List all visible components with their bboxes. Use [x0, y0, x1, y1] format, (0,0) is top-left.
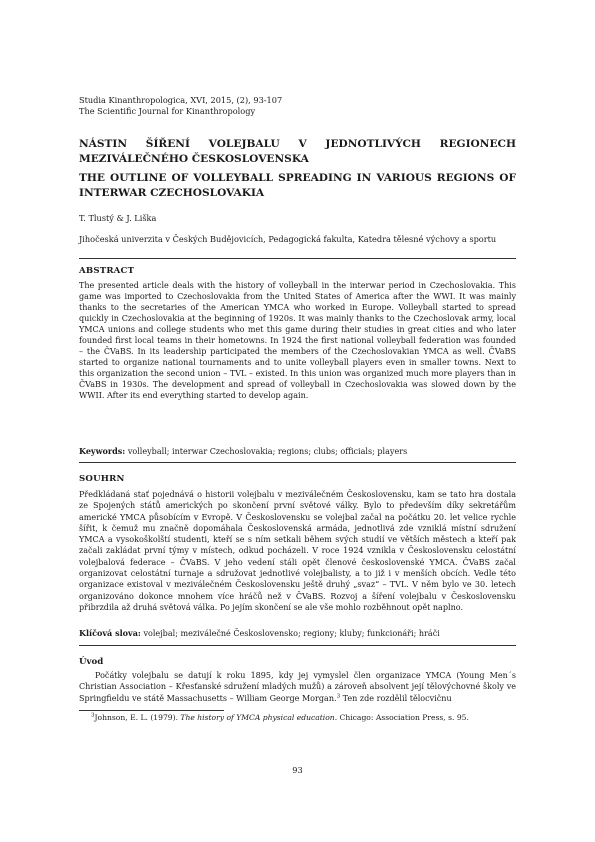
- footnote-title: The history of YMCA physical education: [180, 713, 335, 722]
- journal-subtitle: The Scientific Journal for Kinanthropology: [79, 106, 256, 116]
- footnote-number: 3: [91, 712, 95, 719]
- keywords-label: Keywords:: [79, 446, 126, 456]
- uvod-text-a: Počátky volejbalu se datují k roku 1895, kdy jej vymyslel člen organizace YMCA (Young Men´s Christian Association – Křesťanské sdružení mladých mužů) a zároveň absolvent její tělovýchovné školy ve Springfieldu ve státě Massachusetts – William George Morgan.: [79, 671, 516, 703]
- title-english: THE OUTLINE OF VOLLEYBALL SPREADING IN VARIOUS REGIONS OF INTERWAR CZECHOSLOVAKIA: [79, 172, 516, 199]
- keywords-text: volleyball; interwar Czechoslovakia; regions; clubs; officials; players: [125, 447, 408, 456]
- footnote-pre: Johnson, E. L. (1979).: [94, 713, 181, 722]
- page-number: 93: [292, 765, 303, 775]
- klicova-slova: [79, 628, 516, 638]
- footnote-post: . Chicago: Association Press, s. 95.: [334, 713, 469, 722]
- uvod-text: [79, 670, 516, 704]
- footnote-ref: 3: [336, 692, 341, 699]
- klicova-label: Klíčová slova:: [79, 628, 141, 638]
- affiliation: Jihočeská univerzita v Českých Budějovicích, Pedagogická fakulta, Katedra tělesné výchovy a sportu: [79, 234, 497, 244]
- keywords: [79, 446, 516, 456]
- footnote-rule: [79, 710, 224, 711]
- section-divider: [79, 462, 516, 463]
- uvod-text-b: Ten zde rozdělil tělocvičnu: [340, 693, 452, 703]
- klicova-text: volejbal; meziválečné Československo; regiony; kluby; funkcionáři; hráči: [140, 629, 440, 638]
- section-divider: [79, 258, 516, 259]
- abstract-heading: ABSTRACT: [79, 266, 135, 276]
- souhrn-text: Předkládaná stať pojednává o historii volejbalu v meziválečném Československu, kam se tato hra dostala ze Spojených států amerických po skončení první světové války. Bylo to především díky sekretářům americké YMCA působícím v Evropě. V Československu se volejbal začal na počátku 20. let velice rychle šířit, k čemuž mu značně dopomáhala Československá armáda, jednotlivá zde vzniklá místní sdružení YMCA a vysokoškolští studenti, kteří se s ním setkali během svých studií ve větších městech a kteří pak začali zakládat první týmy v místech, odkud pocházeli. V roce 1924 vznikla v Československu celostátní volejbalová federace – ČVaBS. V jeho vedení stáli opět členové československé YMCA. ČVaBS začal organizovat celostátní turnaje a sdružovat jednotlivé volejbalisty, a to již i v menších obcích. Vedle této organizace existoval v meziválečném Československu ještě druhý „svaz“ – TVL. V něm bylo ve 30. letech organizováno dokonce mnohem více hráčů než v ČVaBS. Rozvoj a šíření volejbalu v Československu přibrzdila až druhá světová válka. Po jejím skončení se ale vše mohlo rozběhnout opět naplno.: [79, 490, 516, 612]
- authors: T. Tlustý & J. Liška: [79, 213, 157, 223]
- uvod-heading: Úvod: [79, 657, 104, 667]
- section-divider: [79, 645, 516, 646]
- journal-header: [79, 95, 516, 117]
- souhrn-heading: SOUHRN: [79, 474, 125, 484]
- journal-citation: Studia Kinanthropologica, XVI, 2015, (2), 93-107: [79, 95, 283, 105]
- title-czech: NÁSTIN ŠÍŘENÍ VOLEJBALU V JEDNOTLIVÝCH REGIONECH MEZIVÁLEČNÉHO ČESKOSLOVENSKA: [79, 138, 516, 165]
- abstract-text: The presented article deals with the history of volleyball in the interwar period in Czechoslovakia. This game was imported to Czechoslovakia from the United States of America after the WWI. It was mainly thanks to the secretaries of the American YMCA who worked in Europe. Volleyball started to spread quickly in Czechoslovakia at the beginning of 1920s. It was mainly thanks to the Czechoslovak army, local YMCA unions and college students who met this game during their studies in great cities and who later founded first local teams in their hometowns. In 1924 the first national volleyball federation was founded – the ČVaBS. In its leadership participated the members of the Czechoslovakian YMCA as well. ČVaBS started to organize national tournaments and to unite volleyball players even in smaller towns. Next to this organization the second union – TVL – existed. In this union was organized much more players than in ČVaBS in 1930s. The development and spread of volleyball in Czechoslovakia was slowed down by the WWII. After its end everything started to develop again.: [79, 281, 516, 401]
- footnote: [79, 713, 528, 722]
